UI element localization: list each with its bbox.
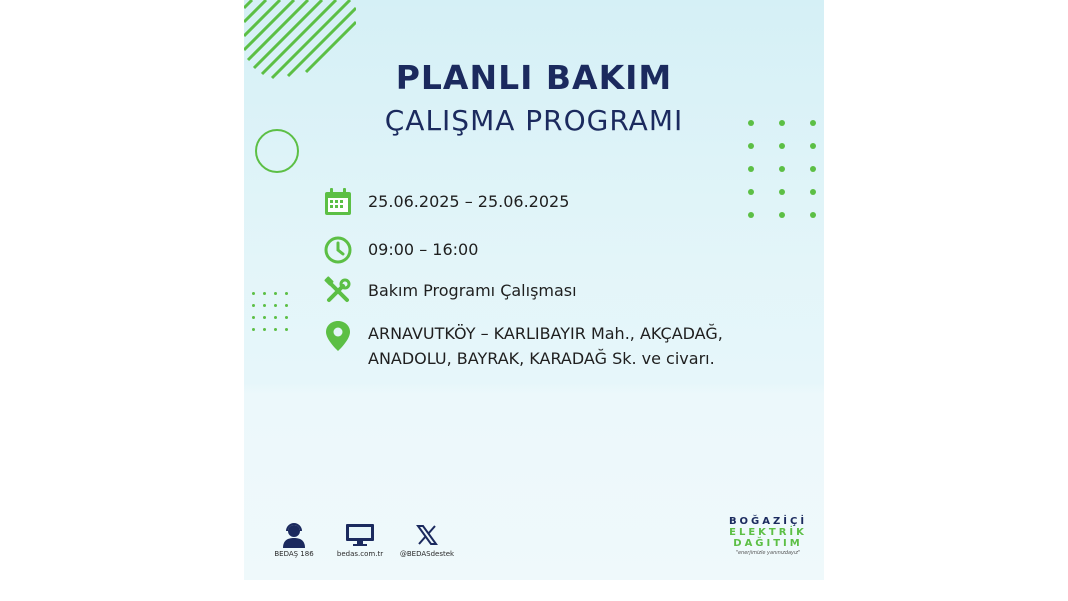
tools-icon	[322, 275, 354, 307]
clock-icon	[322, 234, 354, 266]
location-pin-icon	[322, 320, 354, 352]
location-text	[368, 321, 723, 371]
footer-x-label: @BEDASdestek	[399, 550, 455, 558]
time-row	[322, 234, 478, 266]
decorative-dot-grid-left	[252, 292, 288, 331]
date-row	[322, 186, 569, 218]
footer-call-center	[270, 520, 318, 558]
monitor-icon	[336, 520, 384, 550]
date-range: 25.06.2025 – 25.06.2025	[368, 192, 570, 211]
location-row	[322, 320, 723, 371]
x-logo-icon	[392, 520, 462, 550]
location-line-1: ARNAVUTKÖY – KARLIBAYIR Mah., AKÇADAĞ,	[368, 324, 723, 343]
title-sub: ÇALIŞMA PROGRAMI	[384, 104, 684, 137]
logo-line-3: DAĞITIM	[733, 538, 803, 549]
footer-website[interactable]	[336, 520, 384, 558]
bogazici-logo	[728, 516, 808, 556]
logo-line-1: BOĞAZİÇİ	[728, 516, 808, 527]
time-range: 09:00 – 16:00	[368, 240, 479, 259]
work-row	[322, 275, 577, 307]
work-description: Bakım Programı Çalışması	[368, 281, 577, 300]
footer-web-label: bedas.com.tr	[336, 550, 384, 558]
calendar-icon	[322, 186, 354, 218]
logo-tagline: "enerjimizle yanınızdayız"	[735, 550, 801, 556]
announcement-card	[244, 0, 824, 580]
logo-line-2: ELEKTRİK	[729, 527, 807, 538]
footer-call-label: BEDAŞ 186	[274, 550, 314, 558]
title-main: PLANLI BAKIM	[395, 58, 673, 97]
call-center-icon	[270, 520, 318, 550]
location-line-2: ANADOLU, BAYRAK, KARADAĞ Sk. ve civarı.	[368, 349, 715, 368]
footer-x-account[interactable]	[392, 520, 462, 558]
